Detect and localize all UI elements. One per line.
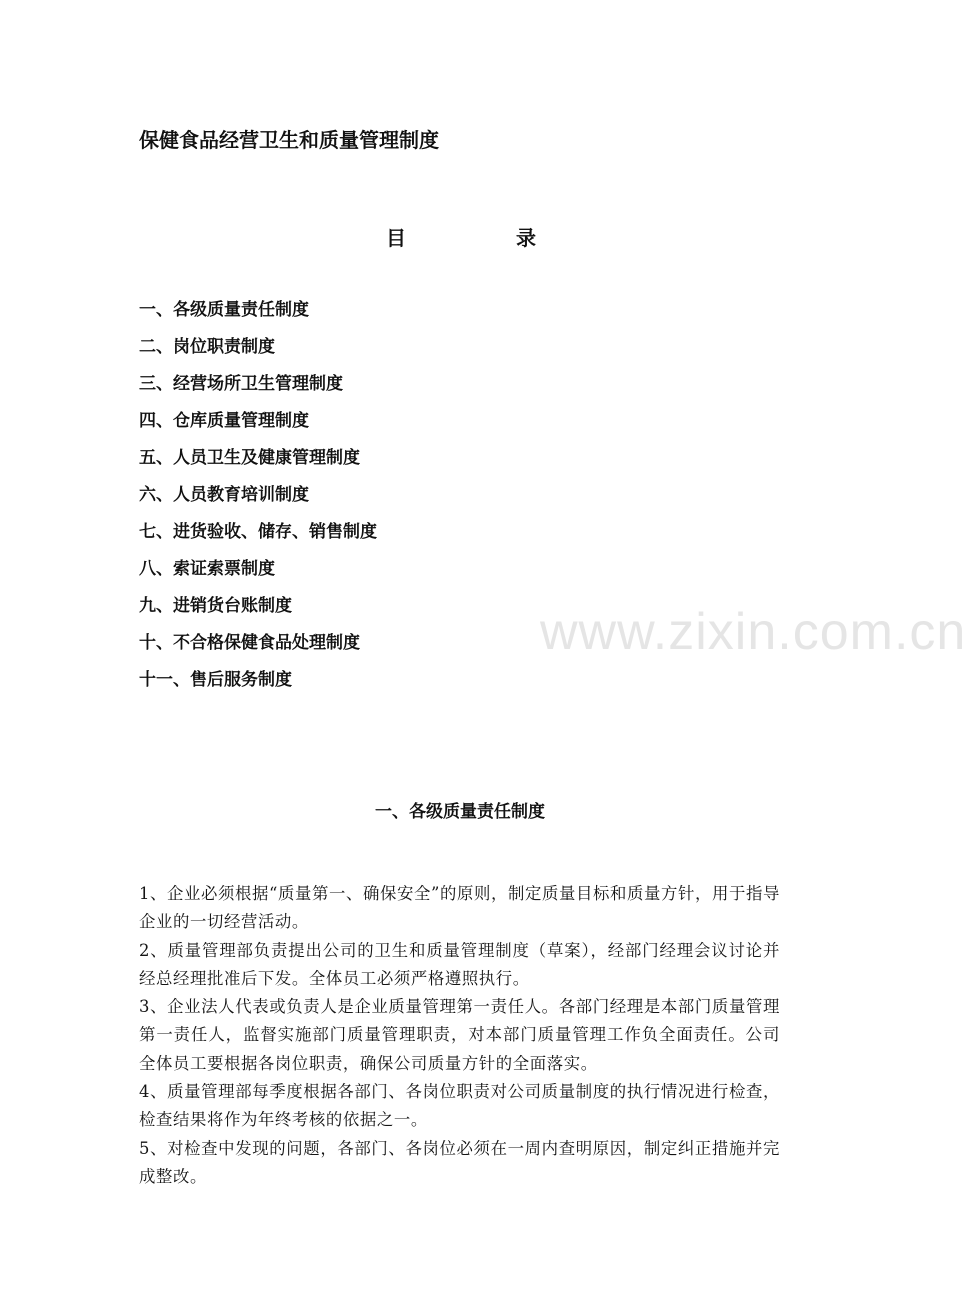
section-heading-text: 一、各级质量责任制度 [375, 802, 545, 822]
toc-item: 一、各级质量责任制度 [139, 300, 309, 320]
toc-item: 四、仓库质量管理制度 [139, 411, 309, 431]
toc-item: 十一、售后服务制度 [139, 670, 292, 690]
paragraph: 4、质量管理部每季度根据各部门、各岗位职责对公司质量制度的执行情况进行检查，检查结果将作为年终考核的依据之一。 [139, 1082, 780, 1130]
section-heading [0, 798, 920, 826]
toc-item: 五、人员卫生及健康管理制度 [139, 448, 360, 468]
toc-heading-right: 录 [516, 226, 536, 250]
toc-item: 八、索证索票制度 [139, 559, 275, 579]
document-title: 保健食品经营卫生和质量管理制度 [139, 128, 439, 152]
toc-list [139, 296, 377, 703]
paragraph: 1、企业必须根据“质量第一、确保安全”的原则，制定质量目标和质量方针，用于指导企业的一切经营活动。 [139, 884, 780, 932]
toc-item: 十、不合格保健食品处理制度 [139, 633, 360, 653]
paragraph: 5、对检查中发现的问题，各部门、各岗位必须在一周内查明原因，制定纠正措施并完成整改。 [139, 1138, 780, 1186]
toc-item: 九、进销货台账制度 [139, 596, 292, 616]
watermark [540, 600, 966, 664]
paragraph: 3、企业法人代表或负责人是企业质量管理第一责任人。各部门经理是本部门质量管理第一责任人，监督实施部门质量管理职责，对本部门质量管理工作负全面责任。公司全体员工要根据各岗位职责，确保公司质量方针的全面落实。 [139, 997, 780, 1073]
toc-item: 七、进货验收、储存、销售制度 [139, 522, 377, 542]
watermark-text: www.zixin.com.cn [540, 603, 966, 661]
toc-item: 三、经营场所卫生管理制度 [139, 374, 343, 394]
toc-heading-left: 目 [386, 226, 406, 250]
toc-item: 二、岗位职责制度 [139, 337, 275, 357]
toc-item: 六、人员教育培训制度 [139, 485, 309, 505]
section-body [139, 880, 780, 1191]
paragraph: 2、质量管理部负责提出公司的卫生和质量管理制度（草案），经部门经理会议讨论并经总经理批准后下发。全体员工必须严格遵照执行。 [139, 940, 780, 988]
toc-heading [0, 222, 920, 254]
